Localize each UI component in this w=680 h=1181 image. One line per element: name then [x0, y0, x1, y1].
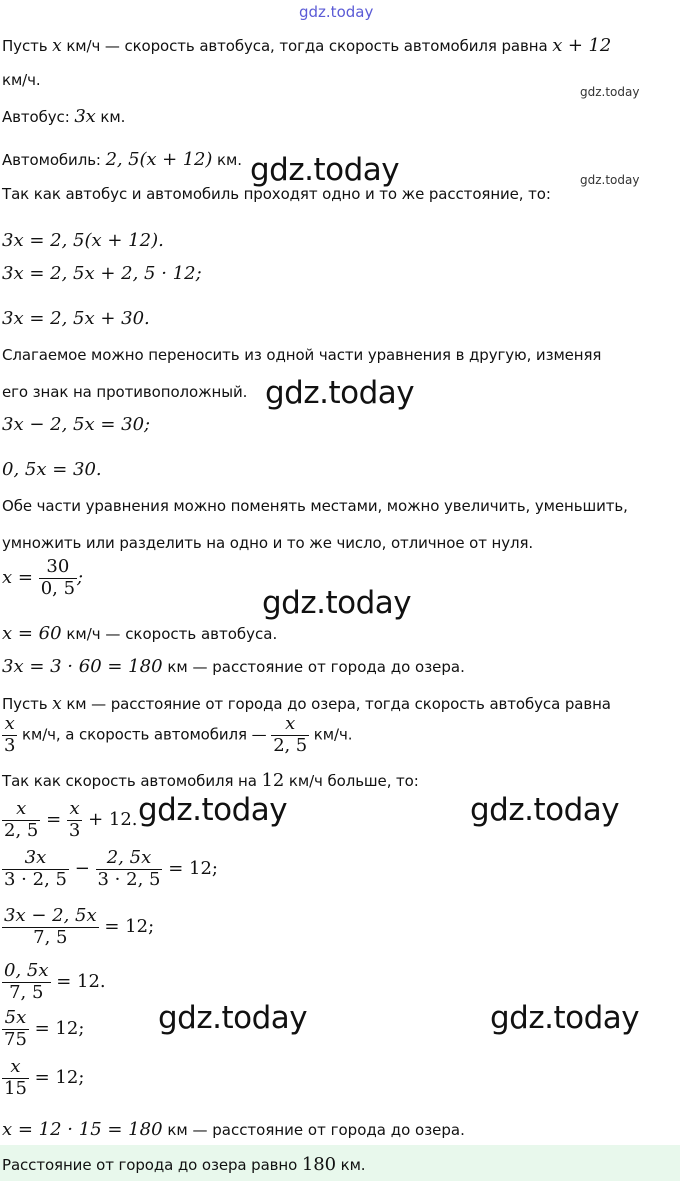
- math-expr: = 12;: [28, 1067, 85, 1089]
- watermark-small-2: gdz.today: [580, 173, 640, 187]
- fraction-numerator: 0, 5x: [4, 960, 49, 981]
- math-expr: = 12.: [50, 971, 106, 993]
- text-segment: км.: [212, 151, 242, 169]
- math-expr: 2, 5(x + 12): [105, 149, 213, 170]
- equation-f1: [2, 799, 138, 841]
- text-segment: Так как скорость автомобиля на: [2, 772, 262, 790]
- text-segment: км.: [95, 108, 126, 126]
- fraction: [2, 848, 69, 890]
- fraction-denominator: 3 · 2, 5: [4, 868, 67, 890]
- math-expr: x = 12 · 15 = 180: [2, 1119, 163, 1140]
- text-line-2: км/ч.: [2, 71, 41, 89]
- text-segment: Автомобиль:: [2, 151, 106, 169]
- fraction-numerator: 2, 5x: [106, 847, 152, 868]
- text-line-1: [2, 37, 611, 55]
- math-expr: + 12.: [82, 809, 138, 831]
- equation-5: 0, 5x = 30.: [2, 459, 102, 480]
- text-line-11: [2, 714, 352, 756]
- math-expr: −: [68, 858, 96, 880]
- watermark-small-1: gdz.today: [580, 85, 640, 99]
- text-line-bus: [2, 108, 125, 126]
- fraction-numerator: 5x: [4, 1007, 27, 1028]
- fraction-denominator: 3: [4, 734, 16, 756]
- fraction: [39, 557, 77, 599]
- fraction-denominator: 7, 5: [2, 982, 51, 1004]
- fraction-numerator: x: [69, 798, 80, 819]
- fraction-numerator: 30: [46, 556, 70, 577]
- fraction-numerator: x: [16, 798, 27, 819]
- math-expr: x =: [2, 567, 39, 589]
- fraction-denominator: 3: [68, 819, 81, 841]
- text-segment: Расстояние от города до озера равно: [2, 1156, 302, 1174]
- math-expr: = 12;: [98, 916, 155, 938]
- answer-text: [2, 1156, 365, 1174]
- fraction: [2, 1057, 29, 1099]
- math-var: x: [52, 36, 62, 56]
- math-expr: 3x: [74, 106, 96, 127]
- text-segment: км/ч больше, то:: [284, 772, 419, 790]
- equation-6: [2, 557, 83, 599]
- text-segment: км/ч — скорость автобуса.: [61, 625, 278, 643]
- text-segment: км/ч, а скорость автомобиля —: [17, 725, 272, 744]
- math-var: x: [52, 694, 62, 714]
- math-number: 180: [301, 1154, 336, 1175]
- fraction: [271, 714, 309, 756]
- equation-f5: [2, 1008, 84, 1050]
- fraction: [2, 1008, 29, 1050]
- equation-1: 3x = 2, 5(x + 12).: [2, 230, 164, 251]
- text-line-5: Так как автобус и автомобиль проходят одно и то же расстояние, то:: [2, 185, 551, 203]
- text-segment: км.: [335, 1156, 366, 1174]
- watermark-big-1: gdz.today: [250, 152, 400, 188]
- fraction: [2, 799, 40, 841]
- text-segment: км — расстояние от города до озера.: [162, 1121, 465, 1139]
- equation-f6: [2, 1057, 84, 1099]
- fraction-denominator: 75: [4, 1028, 27, 1050]
- watermark-big-5: gdz.today: [470, 792, 620, 828]
- math-expr: x + 12: [552, 35, 612, 56]
- equation-9: [2, 1121, 465, 1139]
- fraction: [96, 848, 163, 890]
- fraction-numerator: x: [4, 713, 15, 734]
- text-segment: км/ч.: [309, 725, 353, 744]
- equation-3: 3x = 2, 5x + 30.: [2, 308, 150, 329]
- fraction-denominator: 15: [4, 1077, 27, 1099]
- text-line-car: [2, 151, 242, 169]
- equation-2: 3x = 2, 5x + 2, 5 · 12;: [2, 263, 202, 284]
- math-expr: ;: [77, 567, 84, 589]
- math-expr: =: [40, 809, 67, 831]
- fraction-numerator: 3x − 2, 5x: [4, 905, 97, 926]
- watermark-big-6: gdz.today: [158, 1000, 308, 1036]
- text-line-12: [2, 772, 419, 790]
- answer-box: [0, 1145, 680, 1181]
- text-segment: км/ч — скорость автобуса, тогда скорость автомобиля равна: [61, 37, 553, 55]
- math-number: 12: [261, 770, 285, 791]
- fraction-denominator: 2, 5: [4, 819, 39, 841]
- math-expr: x = 60: [2, 623, 62, 644]
- equation-f4: [2, 961, 106, 1003]
- text-segment: Автобус:: [2, 108, 75, 126]
- equation-f3: [2, 906, 154, 948]
- text-segment: Пусть: [2, 37, 53, 55]
- text-line-9: умножить или разделить на одно и то же число, отличное от нуля.: [2, 534, 534, 552]
- text-line-8: Обе части уравнения можно поменять местами, можно увеличить, уменьшить,: [2, 497, 628, 515]
- text-line-7: его знак на противоположный.: [2, 383, 248, 401]
- fraction-numerator: 3x: [24, 847, 47, 868]
- equation-7: [2, 625, 277, 643]
- fraction-numerator: x: [10, 1056, 21, 1077]
- text-segment: км — расстояние от города до озера, тогда скорость автобуса равна: [61, 695, 611, 713]
- fraction: [67, 799, 82, 841]
- equation-f2: [2, 848, 218, 890]
- fraction-denominator: 3 · 2, 5: [97, 868, 161, 890]
- watermark-big-3: gdz.today: [262, 585, 412, 621]
- watermark-big-4: gdz.today: [138, 792, 288, 828]
- equation-8: [2, 658, 465, 676]
- fraction: [2, 714, 17, 756]
- equation-4: 3x − 2, 5x = 30;: [2, 414, 151, 435]
- fraction: [2, 906, 99, 948]
- text-line-10: [2, 696, 611, 713]
- fraction-denominator: 2, 5: [273, 734, 308, 756]
- fraction-denominator: 0, 5: [40, 577, 76, 599]
- watermark-big-2: gdz.today: [265, 375, 415, 411]
- text-segment: Пусть: [2, 695, 53, 713]
- math-expr: = 12;: [28, 1018, 85, 1040]
- text-segment: км — расстояние от города до озера.: [162, 658, 465, 676]
- text-line-6: Слагаемое можно переносить из одной части уравнения в другую, изменяя: [2, 346, 602, 364]
- fraction: [2, 961, 51, 1003]
- fraction-denominator: 7, 5: [2, 927, 99, 949]
- watermark-top: gdz.today: [299, 3, 374, 21]
- math-expr: = 12;: [162, 858, 218, 880]
- fraction-numerator: x: [285, 713, 296, 734]
- watermark-big-7: gdz.today: [490, 1000, 640, 1036]
- math-expr: 3x = 3 · 60 = 180: [2, 656, 163, 677]
